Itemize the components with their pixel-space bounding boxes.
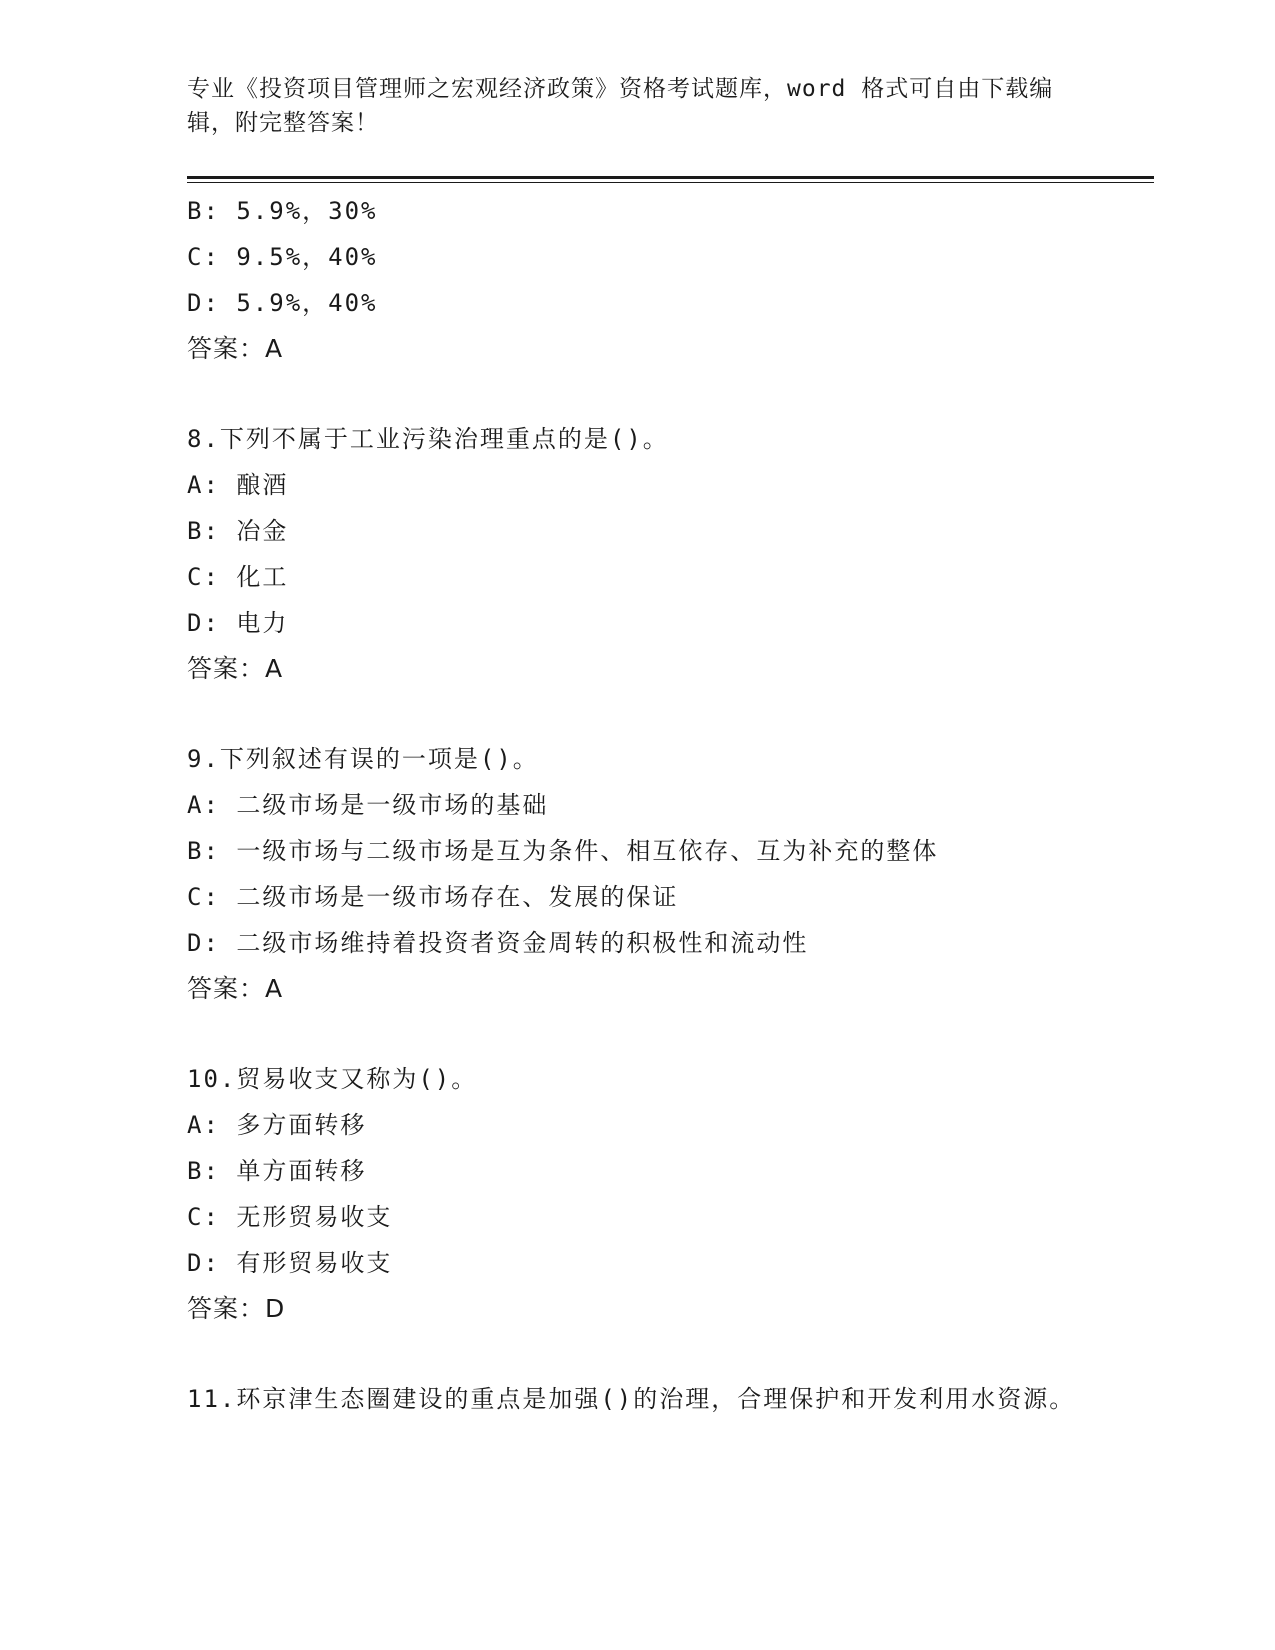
answer-line: 答案：A	[187, 334, 284, 363]
question-stem: 8.下列不属于工业污染治理重点的是()。	[187, 425, 669, 453]
document-header	[187, 72, 1087, 140]
answer-line: 答案：A	[187, 974, 284, 1003]
question-11	[187, 1376, 1087, 1422]
option-c: C: 二级市场是一级市场存在、发展的保证	[187, 883, 679, 911]
option-b: B: 5.9%，30%	[187, 197, 378, 225]
option-d: D: 电力	[187, 609, 289, 637]
option-b: B: 一级市场与二级市场是互为条件、相互依存、互为补充的整体	[187, 837, 939, 865]
option-a: A: 二级市场是一级市场的基础	[187, 791, 549, 819]
option-d: D: 二级市场维持着投资者资金周转的积极性和流动性	[187, 929, 809, 957]
answer-line: 答案：D	[187, 1294, 286, 1323]
header-divider-thick	[187, 176, 1154, 179]
question-list	[187, 188, 1087, 1422]
question-stem: 10.贸易收支又称为()。	[187, 1065, 478, 1093]
question-9	[187, 736, 1087, 1012]
header-divider-thin	[187, 182, 1154, 183]
answer-line: 答案：A	[187, 654, 284, 683]
question-8	[187, 416, 1087, 692]
question-stem: 11.环京津生态圈建设的重点是加强()的治理，合理保护和开发利用水资源。	[187, 1385, 1076, 1413]
question-stem: 9.下列叙述有误的一项是()。	[187, 745, 539, 773]
option-d: D: 5.9%，40%	[187, 289, 378, 317]
option-a: A: 多方面转移	[187, 1111, 367, 1139]
question-10	[187, 1056, 1087, 1332]
option-d: D: 有形贸易收支	[187, 1249, 393, 1277]
option-b: B: 冶金	[187, 517, 289, 545]
header-title: 专业《投资项目管理师之宏观经济政策》资格考试题库，word 格式可自由下载编辑，附完整答案！	[187, 76, 1054, 136]
option-c: C: 无形贸易收支	[187, 1203, 393, 1231]
option-b: B: 单方面转移	[187, 1157, 367, 1185]
partial-question	[187, 188, 1087, 372]
option-c: C: 9.5%，40%	[187, 243, 378, 271]
option-c: C: 化工	[187, 563, 289, 591]
option-a: A: 酿酒	[187, 471, 289, 499]
